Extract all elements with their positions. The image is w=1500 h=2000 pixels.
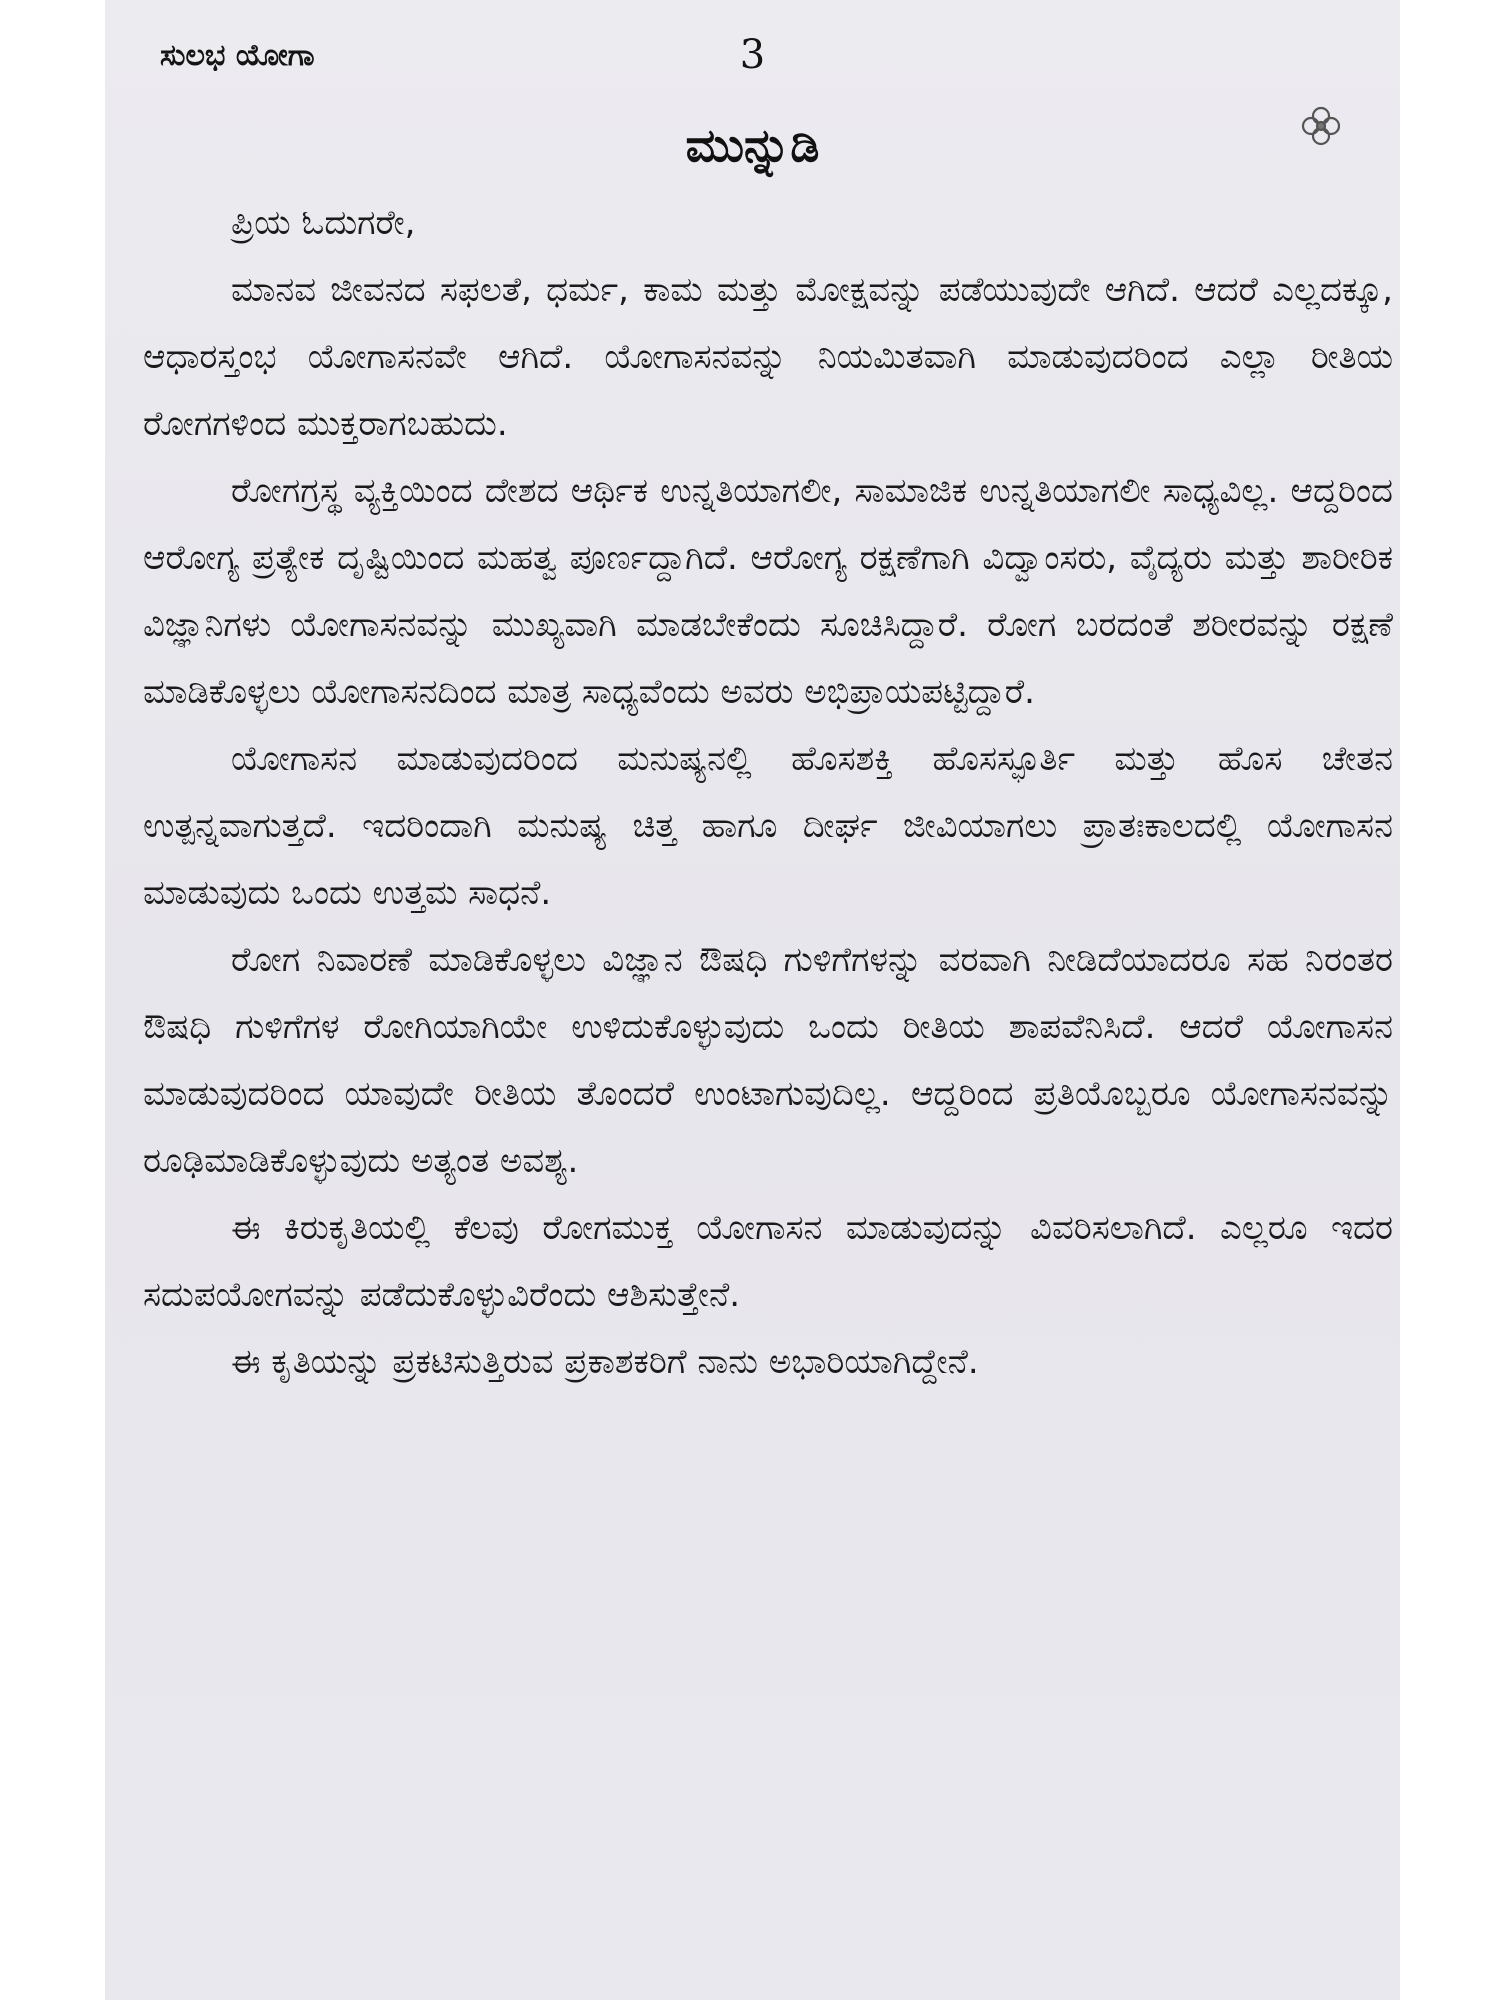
paragraph-2: ರೋಗಗ್ರಸ್ಥ ವ್ಯಕ್ತಿಯಿಂದ ದೇಶದ ಆರ್ಥಿಕ ಉನ್ನತಿಯಾಗಲೀ, ಸಾಮಾಜಿಕ ಉನ್ನತಿಯಾಗಲೀ ಸಾಧ್ಯವಿಲ್ಲ. ಆದ್ದರಿಂದ ಆರೋಗ್ಯ ಪ್ರತ್ಯೇಕ ದೃಷ್ಟಿಯಿಂದ ಮಹತ್ವ ಪೂರ್ಣದ್ದಾಗಿದೆ. ಆರೋಗ್ಯ ರಕ್ಷಣೆಗಾಗಿ ವಿದ್ವಾಂಸರು, ವೈದ್ಯರು ಮತ್ತು ಶಾರೀರಿಕ ವಿಜ್ಞಾನಿಗಳು ಯೋಗಾಸನವನ್ನು ಮುಖ್ಯವಾಗಿ ಮಾಡಬೇಕೆಂದು ಸೂಚಿಸಿದ್ದಾರೆ. ರೋಗ ಬರದಂತೆ ಶರೀರವನ್ನು ರಕ್ಷಣೆ ಮಾಡಿಕೊಳ್ಳಲು ಯೋಗಾಸನದಿಂದ ಮಾತ್ರ ಸಾಧ್ಯವೆಂದು ಅವರು ಅಭಿಪ್ರಾಯಪಟ್ಟಿದ್ದಾರೆ. (143, 471, 1393, 712)
left-margin (0, 0, 105, 2000)
paragraph-1: ಮಾನವ ಜೀವನದ ಸಫಲತೆ, ಧರ್ಮ, ಕಾಮ ಮತ್ತು ಮೋಕ್ಷವನ್ನು ಪಡೆಯುವುದೇ ಆಗಿದೆ. ಆದರೆ ಎಲ್ಲದಕ್ಕೂ, ಆಧಾರಸ್ತಂಭ ಯೋಗಾಸನವೇ ಆಗಿದೆ. ಯೋಗಾಸನವನ್ನು ನಿಯಮಿತವಾಗಿ ಮಾಡುವುದರಿಂದ ಎಲ್ಲಾ ರೀತಿಯ ರೋಗಗಳಿಂದ ಮುಕ್ತರಾಗಬಹುದು. (143, 270, 1393, 444)
right-margin (1400, 0, 1500, 2000)
page-heading: ಮುನ್ನುಡಿ (685, 118, 820, 172)
preface-body (143, 190, 1393, 1396)
paragraph-6: ಈ ಕೃತಿಯನ್ನು ಪ್ರಕಟಿಸುತ್ತಿರುವ ಪ್ರಕಾಶಕರಿಗೆ ನಾನು ಅಭಾರಿಯಾಗಿದ್ದೇನೆ. (231, 1342, 979, 1382)
salutation: ಪ್ರಿಯ ಓದುಗರೇ, (231, 203, 416, 243)
paragraph-3: ಯೋಗಾಸನ ಮಾಡುವುದರಿಂದ ಮನುಷ್ಯನಲ್ಲಿ ಹೊಸಶಕ್ತಿ ಹೊಸಸ್ಫೂರ್ತಿ ಮತ್ತು ಹೊಸ ಚೇತನ ಉತ್ಪನ್ನವಾಗುತ್ತದೆ. ಇದರಿಂದಾಗಿ ಮನುಷ್ಯ ಚಿತ್ತ ಹಾಗೂ ದೀರ್ಘ ಜೀವಿಯಾಗಲು ಪ್ರಾತಃಕಾಲದಲ್ಲಿ ಯೋಗಾಸನ ಮಾಡುವುದು ಒಂದು ಉತ್ತಮ ಸಾಧನೆ. (143, 739, 1393, 913)
page-number: 3 (739, 32, 766, 78)
book-page (105, 0, 1400, 2000)
paragraph-5: ಈ ಕಿರುಕೃತಿಯಲ್ಲಿ ಕೆಲವು ರೋಗಮುಕ್ತ ಯೋಗಾಸನ ಮಾಡುವುದನ್ನು ವಿವರಿಸಲಾಗಿದೆ. ಎಲ್ಲರೂ ಇದರ ಸದುಪಯೋಗವನ್ನು ಪಡೆದುಕೊಳ್ಳುವಿರೆಂದು ಆಶಿಸುತ್ತೇನೆ. (143, 1208, 1393, 1315)
paragraph-4: ರೋಗ ನಿವಾರಣೆ ಮಾಡಿಕೊಳ್ಳಲು ವಿಜ್ಞಾನ ಔಷಧಿ ಗುಳಿಗೆಗಳನ್ನು ವರವಾಗಿ ನೀಡಿದೆಯಾದರೂ ಸಹ ನಿರಂತರ ಔಷಧಿ ಗುಳಿಗೆಗಳ ರೋಗಿಯಾಗಿಯೇ ಉಳಿದುಕೊಳ್ಳುವುದು ಒಂದು ರೀತಿಯ ಶಾಪವೆನಿಸಿದೆ. ಆದರೆ ಯೋಗಾಸನ ಮಾಡುವುದರಿಂದ ಯಾವುದೇ ರೀತಿಯ ತೊಂದರೆ ಉಂಟಾಗುವುದಿಲ್ಲ. ಆದ್ದರಿಂದ ಪ್ರತಿಯೊಬ್ಬರೂ ಯೋಗಾಸನವನ್ನು ರೂಢಿಮಾಡಿಕೊಳ್ಳುವುದು ಅತ್ಯಂತ ಅವಶ್ಯ. (143, 940, 1393, 1181)
running-title: ಸುಲಭ ಯೋಗಾ (160, 38, 315, 73)
